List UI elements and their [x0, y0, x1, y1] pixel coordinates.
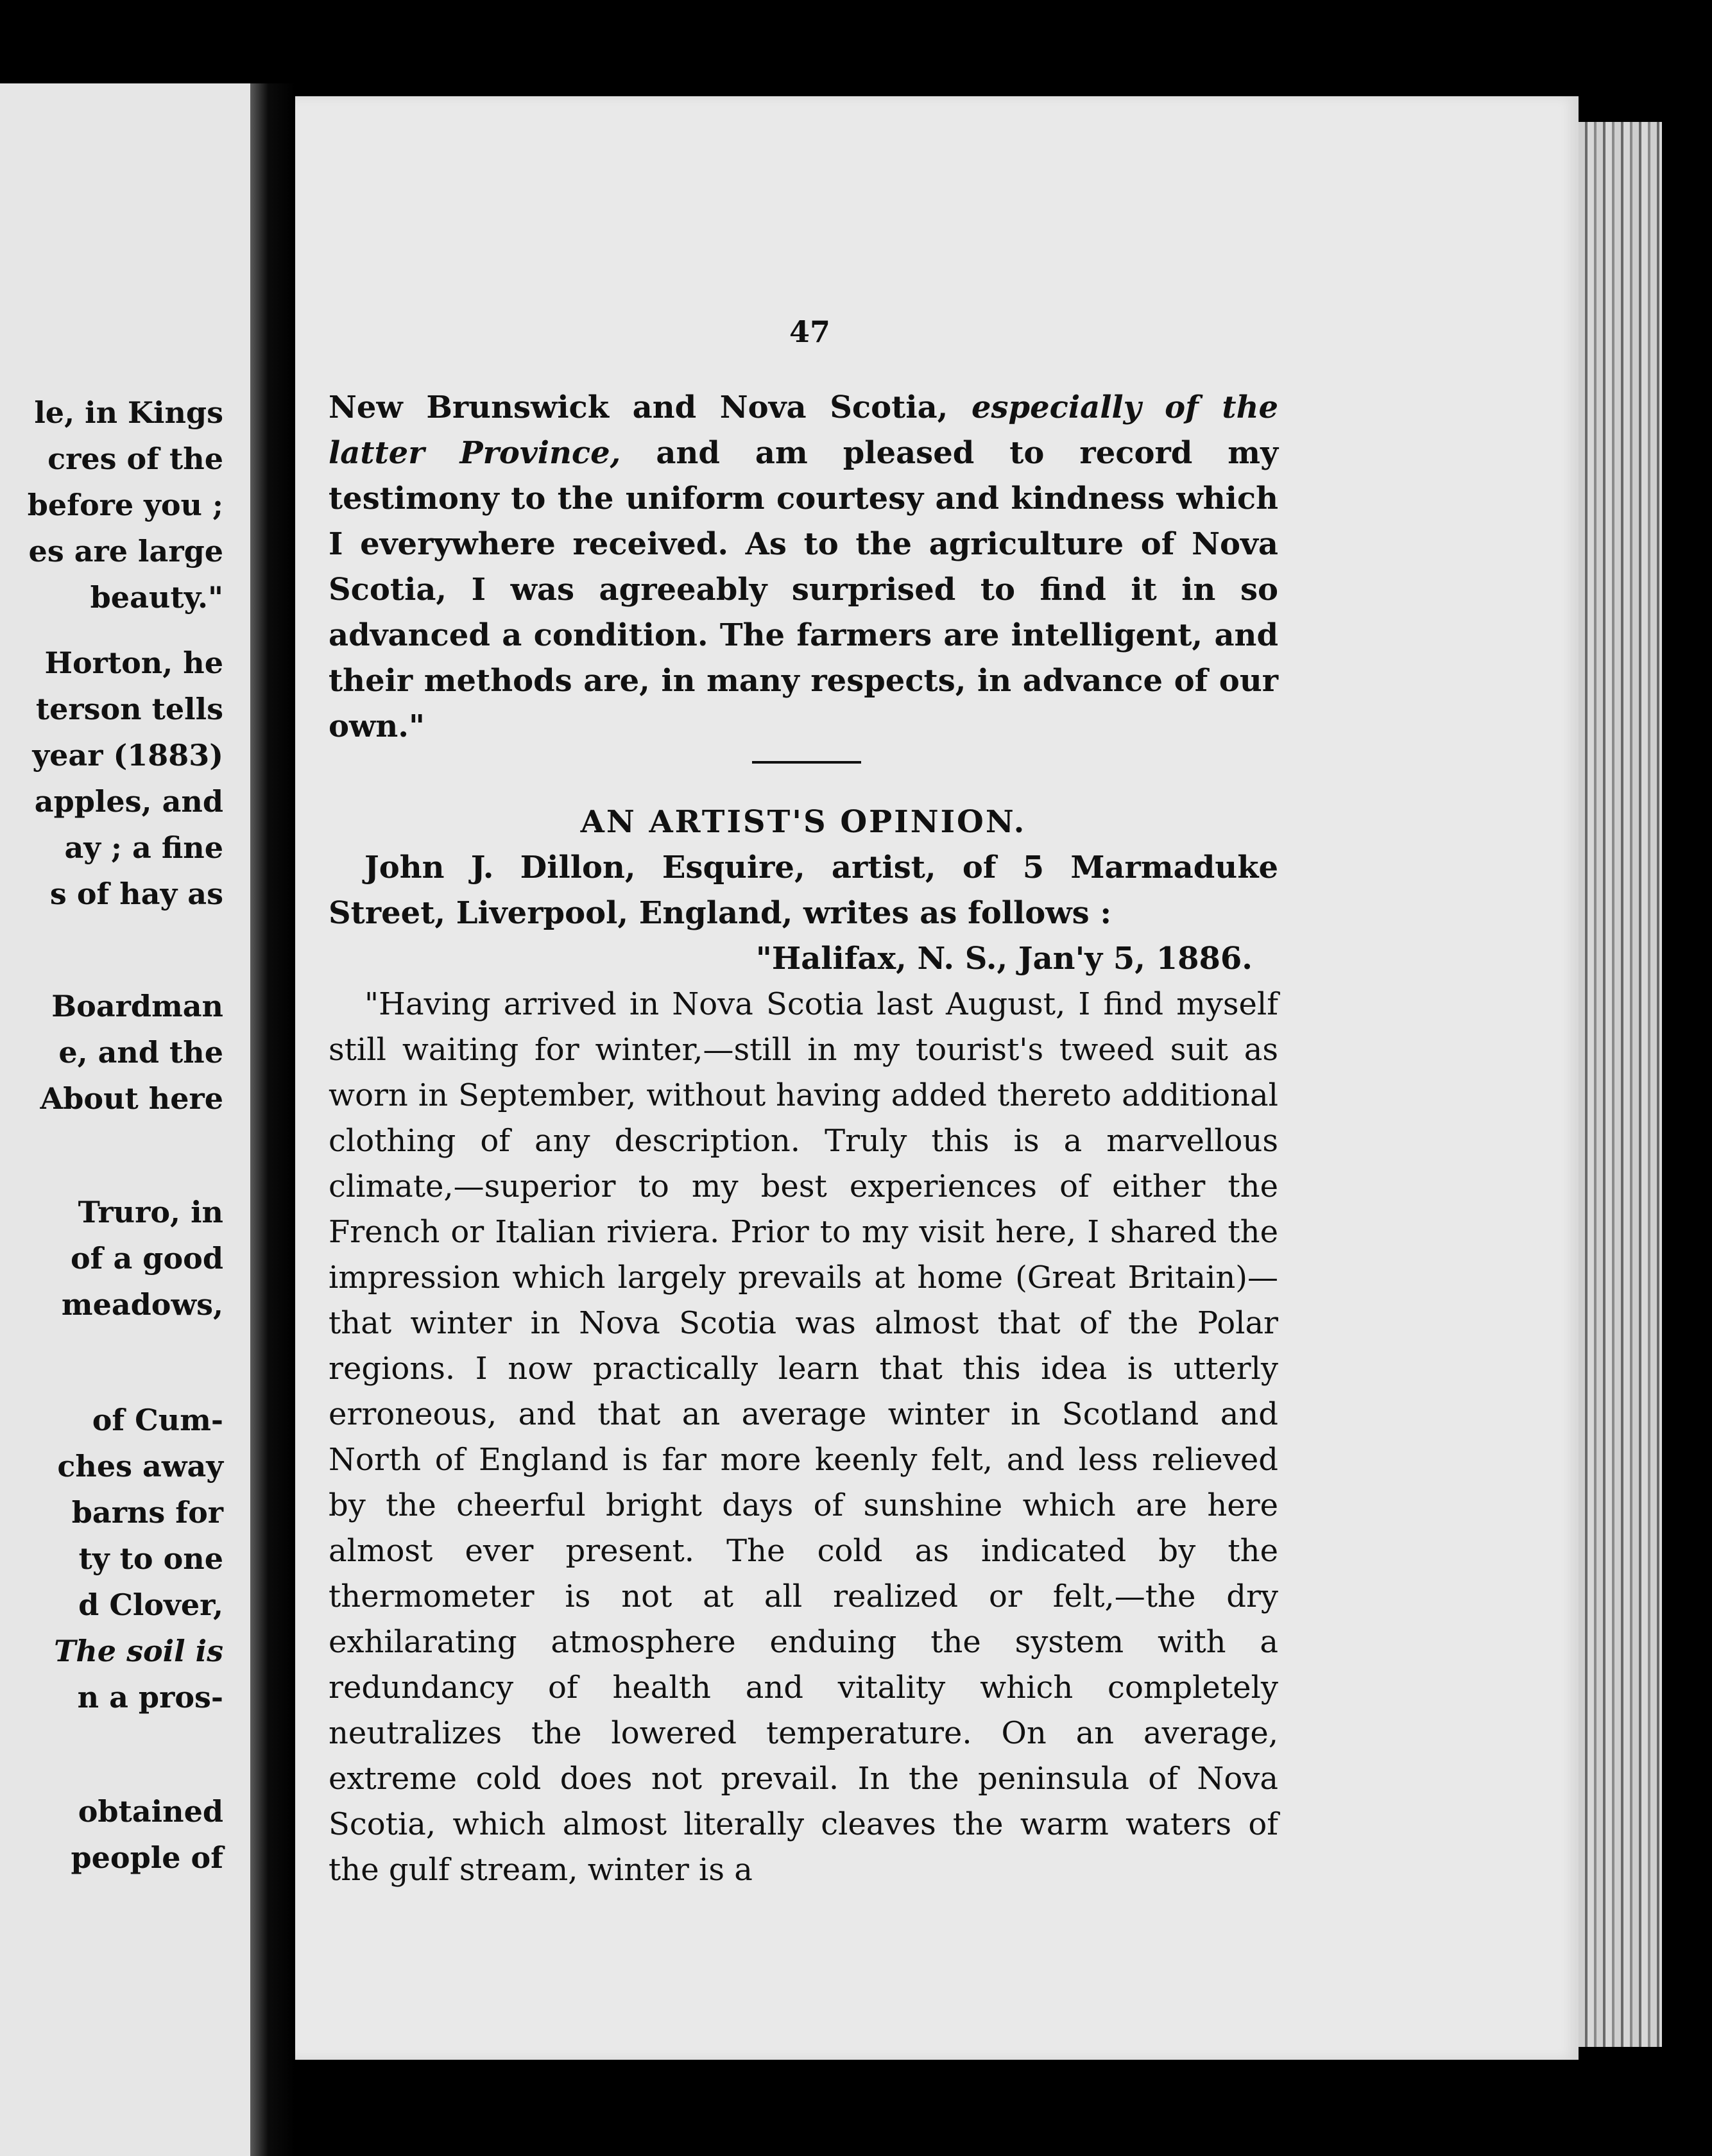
left-page [0, 83, 250, 2156]
left-page-line: Horton, he [44, 646, 223, 680]
left-page-line: of a good [71, 1241, 223, 1276]
intro-paragraph: John J. Dillon, Esquire, artist, of 5 Marmaduke Street, Liverpool, England, writes as follows : [329, 850, 1278, 931]
left-page-line: beauty." [90, 580, 223, 615]
paragraph-text-1: New Brunswick and Nova Scotia, [329, 389, 972, 425]
left-page-line: The soil is [54, 1634, 223, 1668]
left-page-line: terson tells [35, 692, 223, 726]
scan-border [1707, 0, 1712, 2156]
left-page-line: of Cum- [92, 1403, 223, 1437]
section-heading: AN ARTIST'S OPINION. [580, 804, 1027, 840]
left-page-line: es are large [28, 534, 223, 569]
letter-dateline: "Halifax, N. S., Jan'y 5, 1886. [755, 941, 1253, 977]
left-page-line: Boardman [51, 989, 223, 1023]
left-page-line: le, in Kings [34, 395, 223, 430]
left-page-line: people of [71, 1840, 223, 1875]
left-page-line: obtained [78, 1794, 223, 1829]
left-page-line: Truro, in [78, 1195, 223, 1229]
page-number: 47 [789, 314, 831, 349]
left-page-line: e, and the [58, 1035, 223, 1070]
left-page-line: before you ; [27, 488, 223, 522]
left-page-line: meadows, [61, 1287, 223, 1322]
left-page-line: n a pros- [77, 1680, 223, 1715]
left-page-line: d Clover, [78, 1587, 223, 1622]
left-page-line: About here [40, 1081, 223, 1116]
paragraph-continued [329, 385, 1278, 749]
left-page-line: cres of the [47, 441, 223, 476]
left-page-line: ay ; a fine [64, 830, 223, 865]
page-body [329, 385, 1278, 1893]
left-page-line: year (1883) [32, 738, 223, 773]
left-page-line: s of hay as [49, 877, 223, 911]
paragraph-emphasis: especially of the latter Province, [329, 389, 1279, 471]
left-page-line: barns for [71, 1495, 223, 1530]
section-divider [752, 761, 861, 764]
left-page-line: apples, and [34, 784, 223, 819]
page-edges [1579, 122, 1662, 2047]
left-page-line: ty to one [78, 1541, 223, 1576]
book-gutter [250, 83, 295, 2156]
left-page-line: ches away [57, 1449, 223, 1484]
letter-body: "Having arrived in Nova Scotia last August, I find myself still waiting for winter,—still in my tourist's tweed suit as worn in September, without having added thereto additional clothing of any description. Truly this is a marvellous climate,—superior to my best experiences of either the French or Italian riviera. Prior to my visit here, I shared the impression which largely prevails at home (Great Britain)—that winter in Nova Scotia was almost that of the Polar regions. I now practically learn that this idea is utterly erroneous, and that an average winter in Scotland and North of England is far more keenly felt, and less relieved by the cheerful bright days of sunshine which are here almost ever present. The cold as indicated by the thermometer is not at all realized or felt,—the dry exhilarating atmosphere enduing the system with a redundancy of health and vitality which completely neutralizes the lowered temperature. On an average, extreme cold does not prevail. In the peninsula of Nova Scotia, which almost literally cleaves the warm waters of the gulf stream, winter is a [329, 986, 1278, 1888]
paragraph-text-2: and am pleased to record my testimony to the uniform courtesy and kindness which I everywhere received. As to the agriculture of Nova Scotia, I was agreeably surprised to find it in so advanced a condition. The farmers are intelligent, and their methods are, in many respects, in advance of our own." [329, 435, 1278, 744]
